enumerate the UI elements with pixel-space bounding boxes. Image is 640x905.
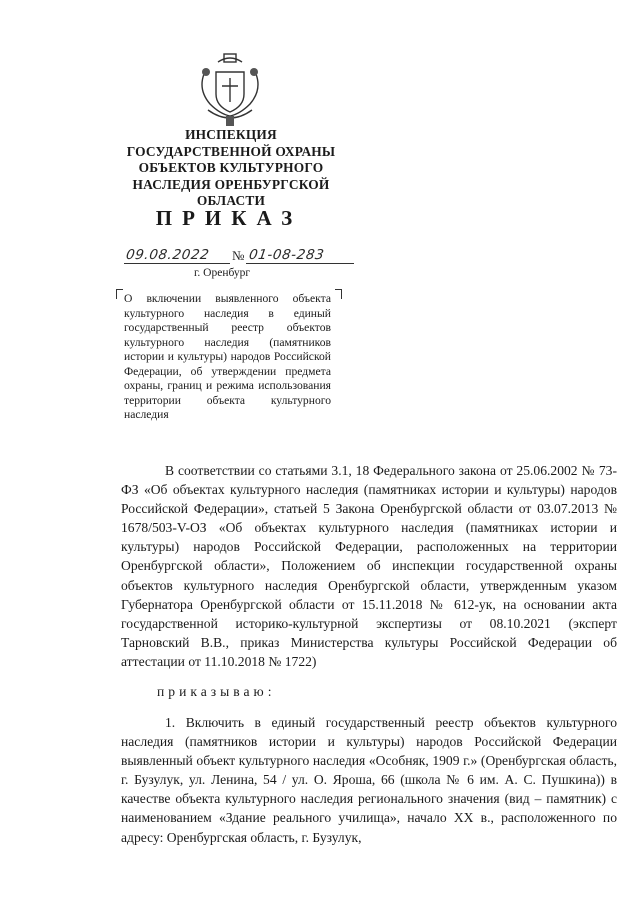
preamble-paragraph: [121, 461, 617, 671]
organization-line: НАСЛЕДИЯ ОРЕНБУРГСКОЙ: [132, 176, 330, 192]
organization-line: ОБЛАСТИ: [196, 193, 266, 209]
subject-block: [124, 292, 331, 423]
handwritten-number: 01-08-283: [247, 247, 326, 263]
handwritten-date: 09.08.2022: [124, 247, 211, 263]
date-underline: [124, 263, 230, 264]
subject-bracket-left: [116, 289, 123, 299]
coat-of-arms-icon: [196, 52, 264, 128]
number-sign: №: [232, 248, 245, 263]
preamble-text: В соответствии со статьями 3.1, 18 Федерального закона от 25.06.2002 № 73-ФЗ «Об объектах культурного наследия (памятниках истории и культуры) народов Российской Федерации», статьей 5 Закона Оренбургской области от 03.07.2013 № 1678/503-V-ОЗ «Об объектах культурного наследия (памятниках истории и культуры) народов Российской Федерации, расположенных на территории Оренбургской области», Положением об инспекции государственной охраны объектов культурного наследия Оренбургской области, утвержденным указом Губернатора Оренбургской области от 15.11.2018 № 612-ук, на основании акта государственной историко-культурной экспертизы от 08.10.2021 (эксперт Тарновский В.В., приказ Министерства культуры Российской Федерации об аттестации от 11.10.2018 № 1722): [121, 463, 617, 669]
number-underline: [246, 263, 354, 264]
organization-line: ИНСПЕКЦИЯ: [185, 127, 277, 142]
item-1-text: 1. Включить в единый государственный реестр объектов культурного наследия (памятников истории и культуры) народов Российской Федерации выявленный объект культурного наследия «Особняк, 1909 г.» (Оренбургская область, г. Бузулук, ул. Ленина, 54 / ул. О. Яроша, 66 (школа № 6 им. А. С. Пушкина)) в качестве объекта культурного наследия регионального значения (вид – памятник) с наименованием «Здание реального училища», начало XX в., расположенного по адресу: Оренбургская область, г. Бузулук,: [121, 715, 617, 845]
date-number-line: [124, 247, 364, 269]
organization-line: ОБЪЕКТОВ КУЛЬТУРНОГО: [138, 160, 324, 176]
document-type-title: ПРИКАЗ: [155, 206, 303, 230]
item-1-paragraph: [121, 713, 617, 847]
order-word: приказываю:: [157, 684, 276, 699]
subject-text: О включении выявленного объекта культурного наследия в единый государственный реестр объектов культурного наследия (памятников истории и культуры) народов Российской Федерации, об утверждении предмета охраны, границ и режима использования территории объекта культурного наследия: [124, 292, 331, 421]
city: г. Оренбург: [194, 267, 251, 279]
organization-line: ГОСУДАРСТВЕННОЙ ОХРАНЫ: [126, 143, 336, 159]
organization-name: [118, 127, 344, 210]
subject-bracket-right: [335, 289, 342, 299]
